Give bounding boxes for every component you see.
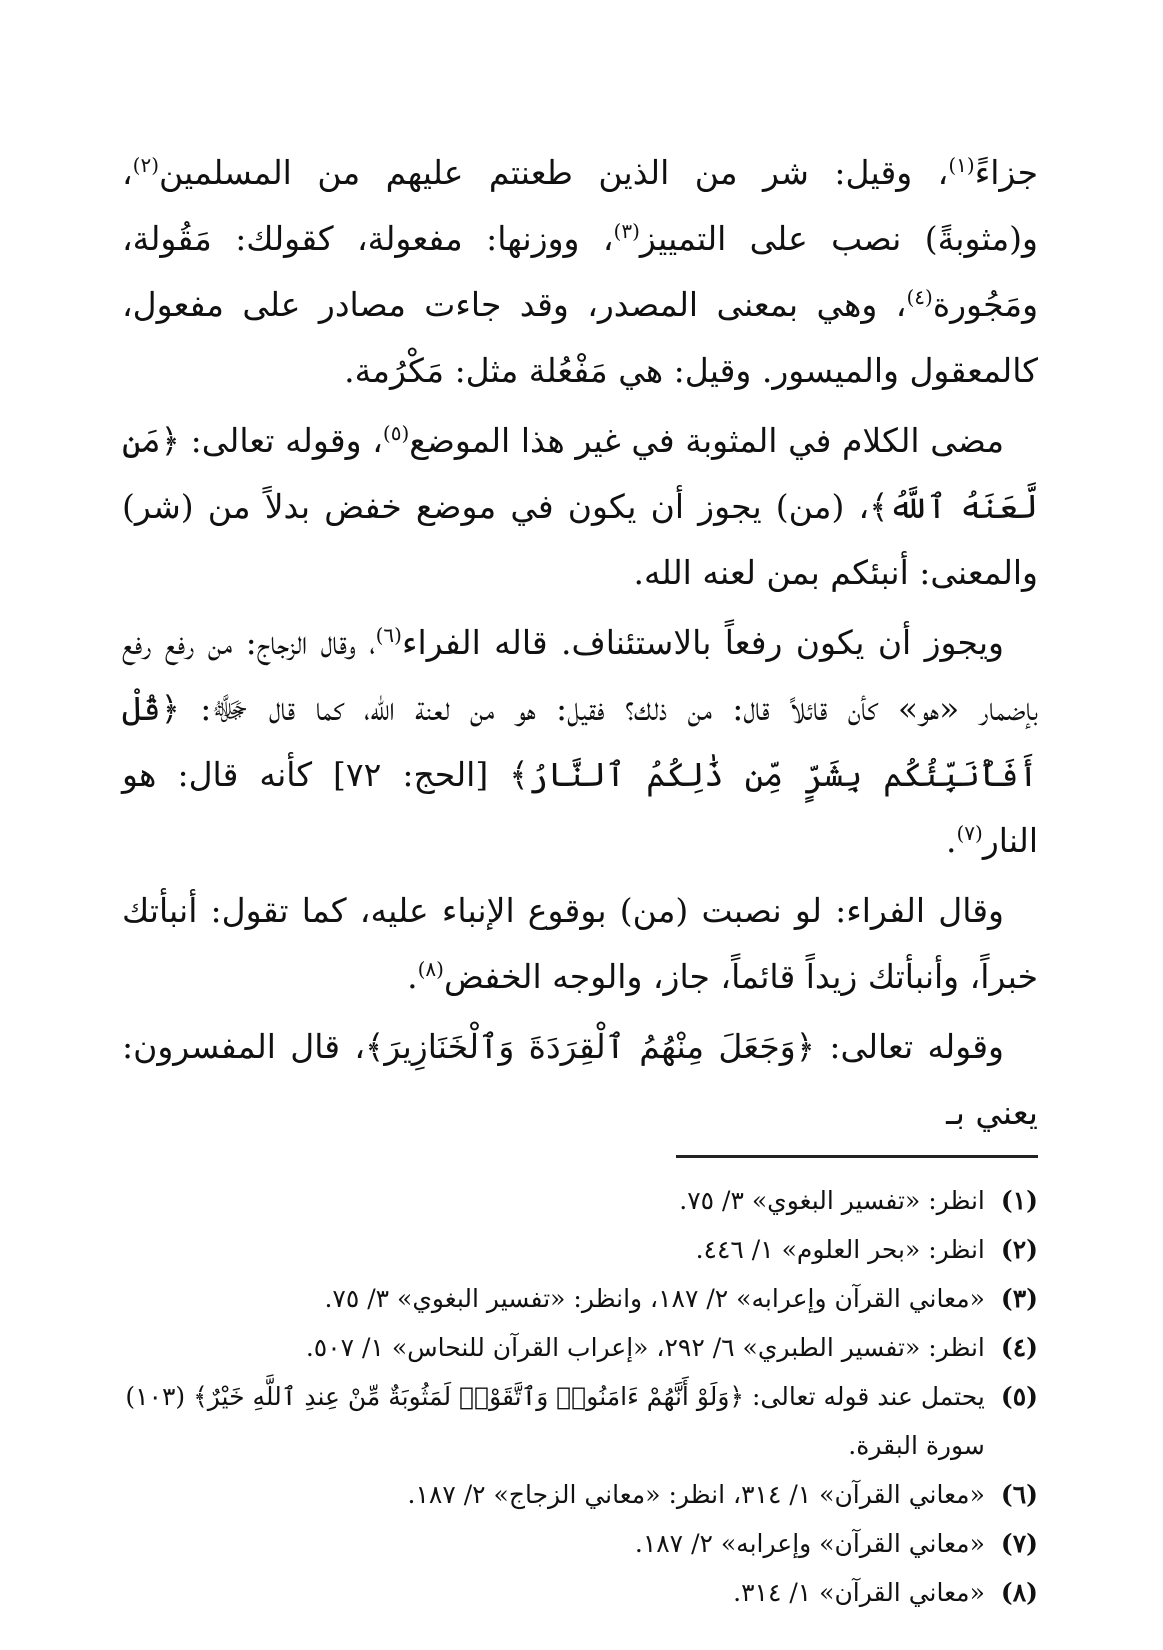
- footnote-marker: (٢): [132, 153, 160, 177]
- footnote-item: [122, 1274, 1038, 1323]
- footnote-marker: (١): [948, 153, 975, 177]
- quran-verse: ﴿مَن لَّعَنَهُ ٱللَّهُ﴾: [122, 421, 1038, 526]
- footnote-number: (٤): [1000, 1333, 1038, 1362]
- footnote-number: (٦): [1000, 1480, 1038, 1509]
- text-run: مضى الكلام في المثوبة في غير هذا الموضع: [409, 421, 1004, 460]
- text-run: ، وقوله تعالى:: [180, 421, 383, 460]
- text-run: جزاءً: [974, 153, 1038, 192]
- footnote-text: انظر: «تفسير البغوي» ٣/ ٧٥.: [679, 1186, 985, 1215]
- text-run: ، ووزنها: مفعولة، كقولك: مَقُولة، ومَجُورة: [122, 219, 1038, 324]
- footnote-number: (٥): [1000, 1382, 1038, 1411]
- footnote-number: (٢): [1000, 1235, 1038, 1264]
- text-run: وقوله تعالى:: [815, 1027, 1004, 1066]
- footnote-text: يحتمل عند قوله تعالى: ﴿وَلَوْ أَنَّهُمْ ءَامَنُوا۟ وَٱتَّقَوْا۟ لَمَثُوبَةٌ مِّنْ عِندِ ٱللَّهِ خَيْرٌ﴾ (١٠٣) سورة البقرة.: [125, 1382, 985, 1460]
- footnote-number: (٣): [1000, 1284, 1038, 1313]
- footnote-divider: [676, 1155, 1038, 1158]
- footnote-item: [122, 1470, 1038, 1519]
- text-run: ، وهي بمعنى المصدر، وقد جاءت مصادر على مفعول، كالمعقول والميسور. وقيل: هي مَفْعُلة مثل: مَكْرُمة.: [122, 285, 1038, 390]
- footnote-item: [122, 1176, 1038, 1225]
- text-run: .: [945, 821, 957, 860]
- paragraph: [122, 878, 1038, 1010]
- paragraph: [122, 610, 1038, 874]
- quran-verse: ﴿وَجَعَلَ مِنْهُمُ ٱلْقِرَدَةَ وَٱلْخَنَازِيرَ﴾: [365, 1027, 815, 1066]
- footnote-number: (١): [1000, 1186, 1038, 1215]
- paragraph: [122, 1014, 1038, 1146]
- footnote-text: «معاني القرآن» ١/ ٣١٤، انظر: «معاني الزجاج» ٢/ ١٨٧.: [407, 1480, 985, 1509]
- footnote-marker: (٧): [956, 821, 983, 845]
- text-run: ، (من) يجوز أن يكون في موضع خفض بدلاً من (شر) والمعنى: أنبئكم بمن لعنه الله.: [122, 487, 1038, 592]
- footnote-text: انظر: «بحر العلوم» ١/ ٤٤٦.: [695, 1235, 985, 1264]
- document-page: [122, 140, 1038, 1607]
- text-run: ويجوز أن يكون رفعاً بالاستئناف. قاله الفراء: [401, 623, 1004, 662]
- text-run: وقال الفراء: لو نصبت (من) بوقوع الإنباء عليه، كما تقول: أنبأتك خبراً، وأنبأتك زيداً قائماً، جاز، والوجه الخفض: [122, 891, 1038, 996]
- text-run: .: [407, 957, 418, 996]
- footnote-marker: (٤): [906, 285, 933, 309]
- footnote-item: [122, 1519, 1038, 1568]
- text-run: ، وقيل: شر من الذين طعنتم عليهم من المسلمين: [159, 153, 949, 192]
- main-text: [122, 140, 1038, 1146]
- footnote-text: «معاني القرآن» ١/ ٣١٤.: [733, 1578, 985, 1607]
- quran-verse: ﴿قُلْ أَفَأُنَبِّئُكُم بِشَرٍّ مِّن ذَٰلِكُمُ ٱلنَّارُ﴾: [122, 689, 1038, 794]
- footnote-item: [122, 1323, 1038, 1372]
- footnote-marker: (٦): [375, 623, 402, 647]
- footnotes-list: [122, 1176, 1038, 1617]
- footnote-item: [122, 1568, 1038, 1617]
- paragraph: [122, 140, 1038, 404]
- footnote-item: [122, 1372, 1038, 1470]
- footnote-marker: (٥): [382, 421, 410, 445]
- footnote-number: (٧): [1000, 1529, 1038, 1558]
- text-run: ، و(مثوبةً) نصب على التمييز: [122, 153, 1038, 258]
- text-run: ، قال المفسرون: يعني بـ: [122, 1027, 1038, 1132]
- footnote-item: [122, 1225, 1038, 1274]
- footnote-text: «معاني القرآن» وإعرابه» ٢/ ١٨٧.: [634, 1529, 985, 1558]
- text-run: [الحج: ٧٢] كأنه قال: هو النار: [122, 755, 1038, 860]
- text-run: ، وقال الزجاج: من رفع رفع بإضمار «هو» كأن قائلاً قال: من ذلك؟ فقيل: هو من لعنة الله، كما قال ﷻ:: [122, 623, 1038, 728]
- footnote-number: (٨): [1000, 1578, 1038, 1607]
- footnote-text: «معاني القرآن وإعرابه» ٢/ ١٨٧، وانظر: «تفسير البغوي» ٣/ ٧٥.: [324, 1284, 985, 1313]
- paragraph: [122, 408, 1038, 606]
- footnote-marker: (٨): [417, 957, 444, 981]
- footnote-marker: (٣): [613, 219, 640, 243]
- footnote-text: انظر: «تفسير الطبري» ٦/ ٢٩٢، «إعراب القرآن للنحاس» ١/ ٥٠٧.: [305, 1333, 985, 1362]
